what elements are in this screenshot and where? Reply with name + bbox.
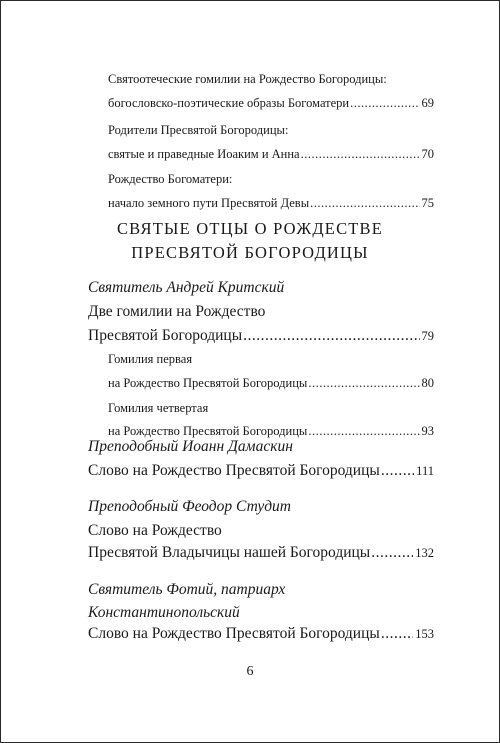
subentry-title: Гомилия первая [108, 352, 193, 366]
author-name: Преподобный Иоанн Дамаскин [88, 438, 293, 455]
page-ref: 70 [421, 147, 434, 161]
dot-leader [381, 462, 414, 480]
toc-entry [108, 96, 434, 111]
page-number: 6 [246, 664, 254, 679]
dot-leader [381, 625, 413, 643]
author-name: Святитель Фотий, патриарх [88, 581, 286, 598]
page-ref: 93 [421, 424, 434, 438]
page-ref: 75 [421, 196, 434, 210]
subentry-title: на Рождество Пресвятой Богородицы [108, 424, 308, 438]
author-name: Константинопольский [88, 604, 240, 621]
work-title: Две гомилии на Рождество [88, 303, 266, 320]
page-ref: 80 [421, 376, 434, 390]
toc-entry [108, 196, 434, 211]
toc-entry [108, 147, 434, 162]
toc-entry [88, 327, 434, 345]
dot-leader [310, 196, 419, 211]
page-ref: 132 [415, 546, 434, 560]
toc-entry [88, 544, 434, 562]
page-ref: 69 [421, 96, 434, 110]
dot-leader [350, 96, 419, 111]
work-title: Слово на Рождество [88, 522, 222, 539]
work-title: Пресвятой Богородицы [88, 327, 243, 344]
author-name: Святитель Андрей Критский [88, 279, 285, 296]
page-ref: 111 [416, 464, 434, 478]
work-title: Слово на Рождество Пресвятой Богородицы [88, 462, 380, 479]
dot-leader [308, 376, 419, 391]
section-heading: СВЯТЫЕ ОТЦЫ О РОЖДЕСТВЕ [116, 219, 384, 238]
subentry-title: Гомилия четвертая [108, 401, 209, 415]
page-ref: 153 [415, 627, 434, 641]
toc-entry-title: начало земного пути Пресвятой Девы [108, 196, 310, 210]
work-title: Пресвятой Владычицы нашей Богородицы [88, 544, 371, 561]
author-name: Преподобный Феодор Студит [88, 498, 291, 515]
toc-entry [88, 625, 434, 643]
work-title: Слово на Рождество Пресвятой Богородицы [88, 625, 380, 642]
dot-leader [243, 327, 419, 345]
toc-subentry [108, 424, 434, 439]
toc-entry-title: богословско-поэтические образы Богоматери [108, 96, 350, 110]
dot-leader [371, 544, 413, 562]
toc-entry-title: святые и праведные Иоаким и Анна [108, 147, 300, 161]
toc-subentry [108, 376, 434, 391]
toc-entry [88, 462, 434, 480]
section-heading: ПРЕСВЯТОЙ БОГОРОДИЦЫ [131, 243, 369, 262]
subentry-title: на Рождество Пресвятой Богородицы [108, 376, 308, 390]
toc-entry-title: Святоотеческие гомилии на Рождество Богородицы: [108, 72, 387, 86]
dot-leader [301, 147, 420, 162]
toc-entry-title: Рождество Богоматери: [108, 172, 233, 186]
dot-leader [308, 424, 419, 439]
toc-entry-title: Родители Пресвятой Богородицы: [108, 123, 289, 137]
page-ref: 79 [421, 329, 434, 343]
